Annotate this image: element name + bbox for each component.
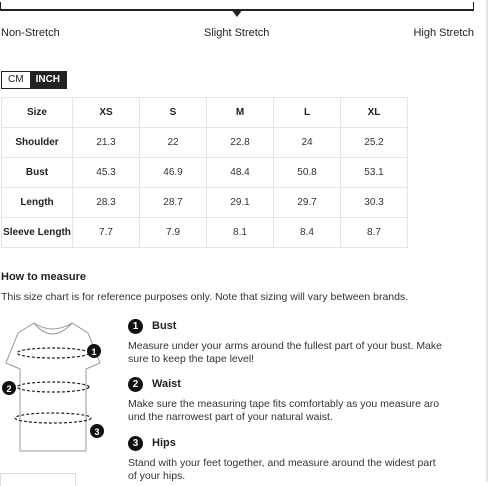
table-row-label: Length	[2, 188, 73, 218]
table-row-label: Shoulder	[2, 128, 73, 158]
size-chart-disclaimer: This size chart is for reference purposes only. Note that sizing will vary between brands.	[1, 291, 409, 303]
step-title: Bust	[152, 320, 177, 332]
table-row	[2, 128, 408, 158]
table-row	[2, 188, 408, 218]
stretch-tick-right	[473, 2, 474, 10]
table-header-cell: M	[207, 98, 274, 128]
table-cell: 7.9	[140, 218, 207, 248]
measure-step-waist	[128, 376, 448, 423]
diagram-marker-2	[2, 381, 16, 395]
step-number-badge: 3	[128, 436, 143, 451]
step-title: Waist	[152, 378, 181, 390]
table-cell: 8.7	[341, 218, 408, 248]
table-cell: 22	[140, 128, 207, 158]
table-cell: 8.1	[207, 218, 274, 248]
measure-step-bust	[128, 318, 448, 365]
step-description: Stand with your feet together, and measure around the widest part of your hips.	[128, 457, 436, 482]
table-header-cell: S	[140, 98, 207, 128]
how-to-measure-title: How to measure	[1, 271, 86, 283]
unit-cm-button[interactable]: CM	[8, 74, 24, 85]
partial-panel	[0, 473, 76, 486]
step-number-badge: 2	[128, 377, 143, 392]
table-cell: 21.3	[73, 128, 140, 158]
table-header-cell: Size	[2, 98, 73, 128]
table-cell: 45.3	[73, 158, 140, 188]
table-header-cell: XS	[73, 98, 140, 128]
table-cell: 8.4	[274, 218, 341, 248]
stretch-label-non: Non-Stretch	[1, 27, 60, 39]
table-row-label: Bust	[2, 158, 73, 188]
table-cell: 50.8	[274, 158, 341, 188]
diagram-marker-1	[87, 344, 101, 358]
step-number-badge: 1	[128, 319, 143, 334]
stretch-label-high: High Stretch	[413, 27, 474, 39]
table-header-row	[2, 98, 408, 128]
stretch-tick-left	[0, 2, 1, 10]
table-cell: 7.7	[73, 218, 140, 248]
stretch-label-slight: Slight Stretch	[204, 27, 270, 39]
svg-text:2: 2	[6, 384, 12, 394]
svg-text:1: 1	[91, 347, 97, 357]
table-cell: 46.9	[140, 158, 207, 188]
table-cell: 30.3	[341, 188, 408, 218]
stretch-indicator-icon	[231, 9, 243, 17]
diagram-marker-3	[90, 424, 104, 438]
table-header-cell: XL	[341, 98, 408, 128]
table-row-label: Sleeve Length	[2, 218, 73, 248]
table-cell: 29.7	[274, 188, 341, 218]
table-row	[2, 158, 408, 188]
table-cell: 28.7	[140, 188, 207, 218]
table-cell: 28.3	[73, 188, 140, 218]
svg-text:3: 3	[94, 427, 100, 437]
table-header-cell: L	[274, 98, 341, 128]
unit-toggle	[1, 71, 67, 89]
measure-step-hips	[128, 435, 448, 482]
table-row	[2, 218, 408, 248]
table-cell: 25.2	[341, 128, 408, 158]
tshirt-measure-diagram-icon	[0, 315, 112, 465]
size-table	[1, 97, 408, 248]
step-title: Hips	[152, 437, 176, 449]
table-cell: 24	[274, 128, 341, 158]
table-cell: 22.8	[207, 128, 274, 158]
table-cell: 29.1	[207, 188, 274, 218]
table-cell: 48.4	[207, 158, 274, 188]
step-description: Measure under your arms around the fullest part of your bust. Make sure to keep the tape level!	[128, 340, 442, 365]
step-description: Make sure the measuring tape fits comfortably as you measure around the narrowest part of your natural waist.	[128, 398, 440, 423]
unit-inch-button[interactable]: INCH	[30, 72, 66, 88]
table-cell: 53.1	[341, 158, 408, 188]
